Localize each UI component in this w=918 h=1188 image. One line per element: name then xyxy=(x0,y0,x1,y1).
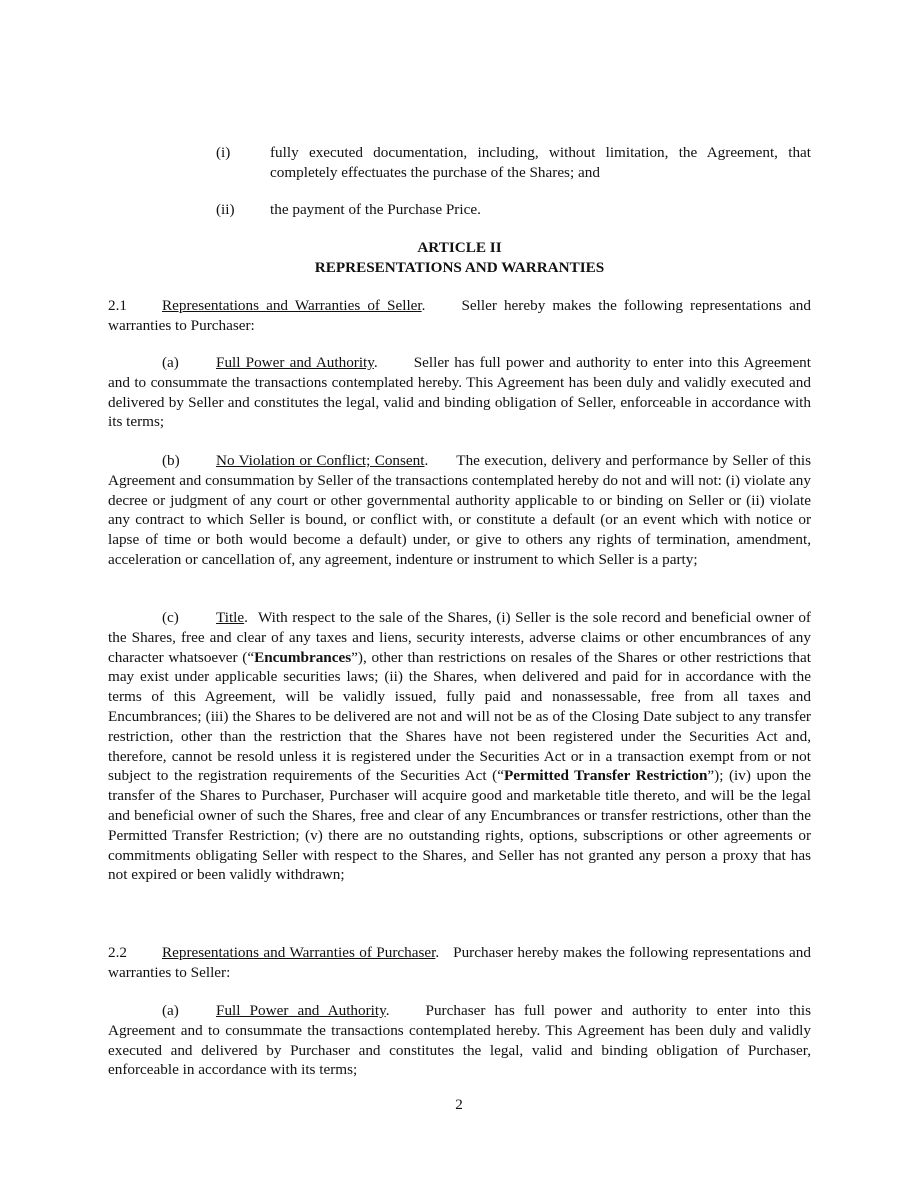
page-number: 2 xyxy=(455,1096,463,1113)
list-item-ii xyxy=(216,200,811,220)
subsection-2-1-a: (a) Full Power and Authority. Seller has full power and authority to enter into this Agreement and to consummate the transactions contemplated hereby. This Agreement has been duly and validly executed and delivered by Seller and constitutes the legal, valid and binding obligation of Seller, enforceable in accordance with its terms; xyxy=(108,354,811,431)
list-marker: (i) xyxy=(216,144,231,161)
subsection-heading: Full Power and Authority xyxy=(216,354,374,371)
subsection-heading: Title xyxy=(216,609,245,626)
subsection-text: Seller has full power and authority to enter into this Agreement and to consummate the transactions contemplated hereby. This Agreement has been duly and validly executed and delivered by Seller and constitutes the legal, valid and binding obligation of Seller, enforceable in accordance with its terms; xyxy=(108,354,811,431)
section-intro: Purchaser hereby makes the following representations and warranties to Seller: xyxy=(108,944,811,981)
subsection-text-part: With respect to the sale of the Shares, (i) Seller is the sole record and beneficial owner of the Shares, free and clear of any taxes and liens, security interests, adverse claims or other encumbrances of any character whatsoever (“ xyxy=(108,609,811,666)
defined-term-permitted-transfer-restriction: Permitted Transfer Restriction xyxy=(503,767,708,785)
subsection-2-1-c: (c) Title. With respect to the sale of the Shares, (i) Seller is the sole record and beneficial owner of the Shares, free and clear of any taxes and liens, security interests, adverse claims or other encumbrances of any character whatsoever (“Encumbrances”), other than restrictions on resales of the Shares or other restrictions that may exist under applicable securities laws; (ii) the Shares, when delivered and paid for in accordance with the terms of this Agreement, will be validly issued, fully paid and nonassessable, free from all taxes and Encumbrances; (iii) the Shares to be delivered are not and will not be as of the Closing Date subject to any transfer restriction, other than the restriction that the Shares have not been registered under the Securities Act and, therefore, cannot be resold unless it is registered under the Securities Act or in a transaction exempt from or not subject to the registration requirements of the Securities Act (“Permitted Transfer Restriction”); (iv) upon the transfer of the Shares to Purchaser, Purchaser will acquire good and marketable title thereto, and will be the legal and beneficial owner of such the Shares, free and clear of any Encumbrances or transfer restrictions, other than the Permitted Transfer Restriction; (v) there are no outstanding rights, options, subscriptions or other agreements or commitments obligating Seller with respect to the Shares, and Seller has not granted any person a proxy that has not expired or been validly withdrawn; xyxy=(108,609,811,884)
defined-term-encumbrances: Encumbrances xyxy=(254,648,352,666)
subsection-marker: (b) xyxy=(162,452,180,469)
subsection-text-part: ”), other than restrictions on resales of the Shares or other restrictions that may exist under applicable securities laws; (ii) the Shares, when delivered and paid for in accordance with the terms of this Agreement, will be validly issued, fully paid and nonassessable, free from all taxes and Encumbrances; (iii) the Shares to be delivered are not and will not be as of the Closing Date subject to any transfer restriction, other than the restriction that the Shares have not been registered under the Securities Act and, therefore, cannot be resold unless it is registered under the Securities Act or in a transaction exempt from or not subject to the registration requirements of the Securities Act (“ xyxy=(108,648,811,785)
article-number: ARTICLE II xyxy=(417,239,502,256)
section-intro: Seller hereby makes the following representations and warranties to Purchaser: xyxy=(108,297,811,334)
subsection-marker: (c) xyxy=(162,609,179,626)
subsection-heading: No Violation or Conflict; Consent xyxy=(216,452,425,469)
subsection-text: Purchaser has full power and authority to enter into this Agreement and to consummate the transactions contemplated hereby. This Agreement has been duly and validly executed and delivered by Purchaser and constitutes the legal, valid and binding obligation of Purchaser, enforceable in accordance with its terms; xyxy=(108,1002,811,1079)
section-2-2: 2.2 Representations and Warranties of Purchaser. Purchaser hereby makes the following representations and warranties to Seller: xyxy=(108,944,811,981)
subsection-heading: Full Power and Authority xyxy=(216,1002,386,1019)
subsection-marker: (a) xyxy=(162,1002,179,1019)
subsection-text-part: ”); (iv) upon the transfer of the Shares to Purchaser, Purchaser will acquire good and marketable title thereto, and will be the legal and beneficial owner of such the Shares, free and clear of any Encumbrances or transfer restrictions, other than the Permitted Transfer Restriction; (v) there are no outstanding rights, options, subscriptions or other agreements or commitments obligating Seller with respect to the Shares, and Seller has not granted any person a proxy that has not expired or been validly withdrawn; xyxy=(108,767,811,884)
subsection-2-2-a: (a) Full Power and Authority. Purchaser has full power and authority to enter into this Agreement and to consummate the transactions contemplated hereby. This Agreement has been duly and validly executed and delivered by Purchaser and constitutes the legal, valid and binding obligation of Purchaser, enforceable in accordance with its terms; xyxy=(108,1002,811,1079)
subsection-text: The execution, delivery and performance by Seller of this Agreement and consummation by Seller of the transactions contemplated hereby do not and will not: (i) violate any decree or judgment of any court or other governmental authority applicable to or binding on Seller or (ii) violate any contract to which Seller is bound, or conflict with, or constitute a default (or an event which with notice or lapse of time or both would become a default) under, or give to others any rights of termination, amendment, acceleration or cancellation of, any agreement, indenture or instrument to which Seller is a party; xyxy=(108,452,812,568)
article-title: REPRESENTATIONS AND WARRANTIES xyxy=(314,259,605,276)
list-text: the payment of the Purchase Price. xyxy=(270,201,481,218)
subsection-marker: (a) xyxy=(162,354,179,371)
list-marker: (ii) xyxy=(216,201,235,218)
section-2-1: 2.1 Representations and Warranties of Seller. Seller hereby makes the following representations and warranties to Purchaser: xyxy=(108,297,811,334)
section-heading: Representations and Warranties of Seller xyxy=(162,297,422,314)
list-item-i xyxy=(216,143,811,183)
section-number: 2.1 xyxy=(108,297,127,314)
section-heading: Representations and Warranties of Purchaser xyxy=(162,944,436,961)
list-text: fully executed documentation, including, without limitation, the Agreement, that completely effectuates the purchase of the Shares; and xyxy=(270,144,811,181)
subsection-2-1-b: (b) No Violation or Conflict; Consent. The execution, delivery and performance by Seller of this Agreement and consummation by Seller of the transactions contemplated hereby do not and will not: (i) violate any decree or judgment of any court or other governmental authority applicable to or binding on Seller or (ii) violate any contract to which Seller is bound, or conflict with, or constitute a default (or an event which with notice or lapse of time or both would become a default) under, or give to others any rights of termination, amendment, acceleration or cancellation of, any agreement, indenture or instrument to which Seller is a party; xyxy=(108,452,812,568)
section-number: 2.2 xyxy=(108,944,127,961)
